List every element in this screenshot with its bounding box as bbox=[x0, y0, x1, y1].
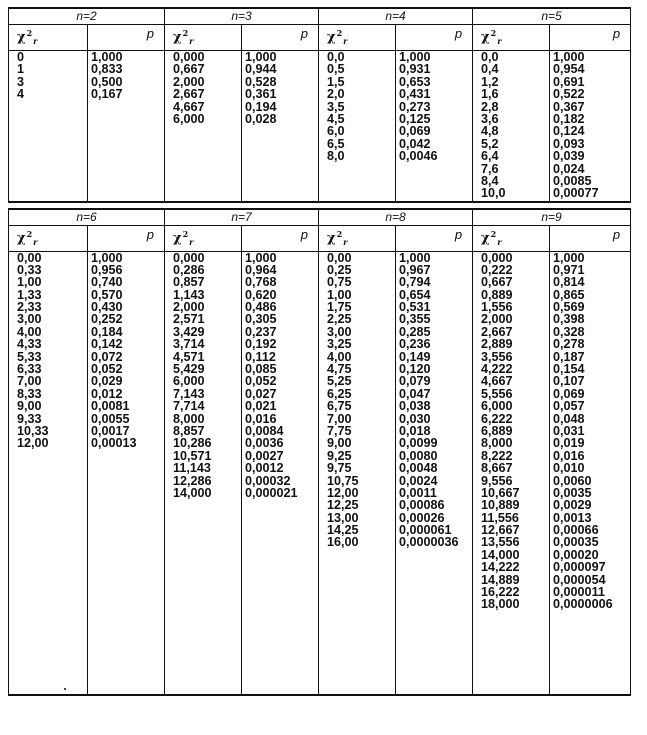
table-cell-value: 13,556 bbox=[481, 535, 520, 550]
table-cell-value: 12,00 bbox=[17, 436, 49, 451]
values-row bbox=[9, 51, 631, 202]
chi-square-values bbox=[319, 51, 396, 202]
table-cell-value: 0,000054 bbox=[553, 572, 606, 587]
table-cell-value: 0,085 bbox=[245, 362, 277, 377]
table-cell-value: 8,0 bbox=[327, 149, 345, 164]
p-header: p bbox=[396, 25, 473, 51]
p-values bbox=[396, 251, 473, 695]
p-values bbox=[242, 251, 319, 695]
table-cell-value: 0,018 bbox=[399, 423, 431, 438]
table-cell-value: 0,010 bbox=[553, 461, 585, 476]
table-cell-value: 12,286 bbox=[173, 473, 212, 488]
table-cell-value: 0,654 bbox=[399, 287, 431, 302]
table-cell-value: 0,00086 bbox=[399, 498, 445, 513]
table-cell-value: 0,667 bbox=[481, 275, 513, 290]
table-cell-value: 0,285 bbox=[399, 324, 431, 339]
table-cell-value: 0,971 bbox=[553, 262, 585, 277]
table-cell-value: 10,571 bbox=[173, 448, 212, 463]
chi-square-header: $\chi^2_r$ bbox=[165, 225, 242, 251]
table-cell-value: 0,0046 bbox=[399, 149, 438, 164]
table-cell-value: 0,000061 bbox=[399, 523, 452, 538]
table-cell-value: 3,6 bbox=[481, 111, 499, 126]
table-cell-value: 1,00 bbox=[327, 287, 352, 302]
table-cell-value: 8,000 bbox=[481, 436, 513, 451]
table-cell-value: 5,2 bbox=[481, 136, 499, 151]
table-cell-value: 3,714 bbox=[173, 337, 205, 352]
table-cell-value: 0,167 bbox=[91, 87, 123, 102]
table-cell-value: 0,021 bbox=[245, 399, 277, 414]
table-cell-value: 7,00 bbox=[17, 374, 42, 389]
section-title: n=8 bbox=[319, 209, 473, 226]
table-cell-value: 14,000 bbox=[173, 485, 212, 500]
table-cell-value: 10,75 bbox=[327, 473, 359, 488]
table-cell-value: 0,305 bbox=[245, 312, 277, 327]
table-cell-value: 0,431 bbox=[399, 87, 431, 102]
table-cell-value: 13,00 bbox=[327, 510, 359, 525]
section-title: n=2 bbox=[9, 8, 165, 25]
table-cell-value: 1,000 bbox=[245, 250, 277, 265]
table-cell-value: 4,00 bbox=[17, 324, 42, 339]
table-cell-value: 6,4 bbox=[481, 149, 499, 164]
table-cell-value: 0,142 bbox=[91, 337, 123, 352]
table-cell-value: 6,222 bbox=[481, 411, 513, 426]
table-cell-value: 14,000 bbox=[481, 547, 520, 562]
table-cell-value: 0,0013 bbox=[553, 510, 592, 525]
table-cell-value: 0,286 bbox=[173, 262, 205, 277]
table-cell-value: 0,000021 bbox=[245, 485, 298, 500]
table-cell-value: 0,039 bbox=[553, 149, 585, 164]
table-cell-value: 0,019 bbox=[553, 436, 585, 451]
speck-mark bbox=[64, 688, 66, 690]
p-values bbox=[396, 51, 473, 202]
table-cell-value: 0,570 bbox=[91, 287, 123, 302]
table-block-top bbox=[8, 7, 631, 203]
table-cell-value: 7,143 bbox=[173, 386, 205, 401]
table-cell-value: 0,012 bbox=[91, 386, 123, 401]
table-cell-value: 10,667 bbox=[481, 485, 520, 500]
table-cell-value: 0,00026 bbox=[399, 510, 445, 525]
table-cell-value: 0,328 bbox=[553, 324, 585, 339]
table-cell-value: 3,00 bbox=[327, 324, 352, 339]
table-cell-value: 0,889 bbox=[481, 287, 513, 302]
chi-square-header: $\chi^2_r$ bbox=[473, 25, 550, 51]
table-cell-value: 6,000 bbox=[481, 399, 513, 414]
table-cell-value: 0,486 bbox=[245, 300, 277, 315]
table-cell-value: 0,75 bbox=[327, 275, 352, 290]
table-cell-value: 0,0 bbox=[481, 50, 499, 64]
table-cell-value: 0,237 bbox=[245, 324, 277, 339]
table-cell-value: 6,75 bbox=[327, 399, 352, 414]
table-cell-value: 6,0 bbox=[327, 124, 345, 139]
table-cell-value: 0,0012 bbox=[245, 461, 284, 476]
table-cell-value: 1,5 bbox=[327, 74, 345, 89]
chi-square-header: $\chi^2_r$ bbox=[473, 225, 550, 251]
table-cell-value: 0,052 bbox=[91, 362, 123, 377]
table-cell-value: 1 bbox=[17, 62, 25, 77]
table-cell-value: 8,000 bbox=[173, 411, 205, 426]
table-cell-value: 0,00077 bbox=[553, 186, 599, 201]
table-cell-value: 16,00 bbox=[327, 535, 359, 550]
table-cell-value: 8,4 bbox=[481, 173, 499, 188]
table-cell-value: 1,6 bbox=[481, 87, 499, 102]
p-header: p bbox=[550, 225, 631, 251]
table-cell-value: 8,667 bbox=[481, 461, 513, 476]
table-cell-value: 0 bbox=[17, 50, 25, 64]
table-cell-value: 2,25 bbox=[327, 312, 352, 327]
table-cell-value: 0,0000006 bbox=[553, 597, 613, 612]
table-cell-value: 0,653 bbox=[399, 74, 431, 89]
table-cell-value: 18,000 bbox=[481, 597, 520, 612]
table-cell-value: 0,00020 bbox=[553, 547, 599, 562]
table-cell-value: 0,0085 bbox=[553, 173, 592, 188]
table-cell-value: 0,4 bbox=[481, 62, 499, 77]
table-cell-value: 0,0017 bbox=[91, 423, 130, 438]
table-cell-value: 4,5 bbox=[327, 111, 345, 126]
p-header: p bbox=[396, 225, 473, 251]
p-values bbox=[550, 51, 631, 202]
table-cell-value: 0,030 bbox=[399, 411, 431, 426]
chi-square-values bbox=[319, 251, 396, 695]
table-cell-value: 0,024 bbox=[553, 161, 585, 176]
chi-square-header: $\chi^2_r$ bbox=[9, 225, 88, 251]
table-cell-value: 0,430 bbox=[91, 300, 123, 315]
table-cell-value: 2,000 bbox=[481, 312, 513, 327]
table-cell-value: 1,143 bbox=[173, 287, 205, 302]
chi-square-header: $\chi^2_r$ bbox=[9, 25, 88, 51]
table-cell-value: 0,0029 bbox=[553, 498, 592, 513]
table-cell-value: 2,000 bbox=[173, 74, 205, 89]
table-cell-value: 0,00013 bbox=[91, 436, 137, 451]
table-cell-value: 12,667 bbox=[481, 523, 520, 538]
table-cell-value: 14,25 bbox=[327, 523, 359, 538]
table-cell-value: 4,33 bbox=[17, 337, 42, 352]
p-header: p bbox=[550, 25, 631, 51]
table-cell-value: 10,889 bbox=[481, 498, 520, 513]
table-cell-value: 12,00 bbox=[327, 485, 359, 500]
chi-square-values bbox=[165, 51, 242, 202]
table-cell-value: 0,042 bbox=[399, 136, 431, 151]
table-cell-value: 0,252 bbox=[91, 312, 123, 327]
section-title: n=7 bbox=[165, 209, 319, 226]
table-cell-value: 0,667 bbox=[173, 62, 205, 77]
table-cell-value: 0,0080 bbox=[399, 448, 438, 463]
table-cell-value: 0,964 bbox=[245, 262, 277, 277]
chi-square-values bbox=[165, 251, 242, 695]
table-cell-value: 0,125 bbox=[399, 111, 431, 126]
table-cell-value: 0,528 bbox=[245, 74, 277, 89]
table-cell-value: 0,361 bbox=[245, 87, 277, 102]
table-cell-value: 0,222 bbox=[481, 262, 513, 277]
table-cell-value: 0,33 bbox=[17, 262, 42, 277]
table-cell-value: 0,0084 bbox=[245, 423, 284, 438]
table-cell-value: 0,00032 bbox=[245, 473, 291, 488]
chi-square-values bbox=[9, 251, 88, 695]
table-cell-value: 2,667 bbox=[173, 87, 205, 102]
table-cell-value: 1,000 bbox=[399, 50, 431, 64]
table-cell-value: 6,889 bbox=[481, 423, 513, 438]
table-cell-value: 0,192 bbox=[245, 337, 277, 352]
header-row bbox=[9, 225, 631, 251]
table-cell-value: 0,833 bbox=[91, 62, 123, 77]
table-cell-value: 0,000097 bbox=[553, 560, 606, 575]
table-cell-value: 8,222 bbox=[481, 448, 513, 463]
table-cell-value: 8,857 bbox=[173, 423, 205, 438]
table-cell-value: 9,33 bbox=[17, 411, 42, 426]
table-cell-value: 0,0099 bbox=[399, 436, 438, 451]
table-cell-value: 11,143 bbox=[173, 461, 211, 476]
table-block-bottom bbox=[8, 208, 631, 697]
table-cell-value: 16,222 bbox=[481, 585, 520, 600]
p-header: p bbox=[88, 25, 165, 51]
table-cell-value: 0,069 bbox=[399, 124, 431, 139]
table-cell-value: 0,569 bbox=[553, 300, 585, 315]
table-cell-value: 2,000 bbox=[173, 300, 205, 315]
chi-square-header: $\chi^2_r$ bbox=[165, 25, 242, 51]
table-cell-value: 1,000 bbox=[553, 50, 585, 64]
table-cell-value: 10,0 bbox=[481, 186, 506, 201]
table-cell-value: 1,75 bbox=[327, 300, 352, 315]
table-cell-value: 1,00 bbox=[17, 275, 42, 290]
table-cell-value: 0,028 bbox=[245, 111, 277, 126]
values-row bbox=[9, 251, 631, 695]
table-cell-value: 0,052 bbox=[245, 374, 277, 389]
table-cell-value: 11,556 bbox=[481, 510, 519, 525]
table-cell-value: 10,33 bbox=[17, 423, 49, 438]
table-cell-value: 0,107 bbox=[553, 374, 585, 389]
table-cell-value: 0,944 bbox=[245, 62, 277, 77]
table-cell-value: 5,33 bbox=[17, 349, 42, 364]
table-cell-value: 5,429 bbox=[173, 362, 205, 377]
table-cell-value: 7,75 bbox=[327, 423, 352, 438]
table-cell-value: 0,0027 bbox=[245, 448, 284, 463]
table-cell-value: 0,016 bbox=[245, 411, 277, 426]
chi-square-values bbox=[473, 51, 550, 202]
table-cell-value: 0,069 bbox=[553, 386, 585, 401]
table-cell-value: 8,33 bbox=[17, 386, 42, 401]
table-cell-value: 0,0048 bbox=[399, 461, 438, 476]
table-cell-value: 5,25 bbox=[327, 374, 352, 389]
table-cell-value: 5,556 bbox=[481, 386, 513, 401]
table-cell-value: 0,000 bbox=[173, 50, 205, 64]
table-cell-value: 14,889 bbox=[481, 572, 520, 587]
section-title: n=6 bbox=[9, 209, 165, 226]
chi-square-values bbox=[9, 51, 88, 202]
table-cell-value: 9,25 bbox=[327, 448, 352, 463]
table-cell-value: 3,429 bbox=[173, 324, 205, 339]
table-cell-value: 7,714 bbox=[173, 399, 205, 414]
table-cell-value: 9,556 bbox=[481, 473, 513, 488]
table-cell-value: 9,00 bbox=[327, 436, 352, 451]
table-cell-value: 6,25 bbox=[327, 386, 352, 401]
table-cell-value: 2,0 bbox=[327, 87, 345, 102]
table-cell-value: 0,00035 bbox=[553, 535, 599, 550]
p-header: p bbox=[242, 25, 319, 51]
table-cell-value: 0,000 bbox=[481, 250, 513, 265]
table-cell-value: 0,149 bbox=[399, 349, 431, 364]
table-cell-value: 1,000 bbox=[91, 50, 123, 64]
table-cell-value: 0,967 bbox=[399, 262, 431, 277]
table-cell-value: 9,00 bbox=[17, 399, 42, 414]
title-row bbox=[9, 209, 631, 226]
table-cell-value: 3,25 bbox=[327, 337, 352, 352]
table-cell-value: 0,531 bbox=[399, 300, 431, 315]
table-cell-value: 4 bbox=[17, 87, 25, 102]
table-cell-value: 1,000 bbox=[399, 250, 431, 265]
table-cell-value: 4,571 bbox=[173, 349, 205, 364]
table-cell-value: 3,00 bbox=[17, 312, 42, 327]
table-cell-value: 0,000 bbox=[173, 250, 205, 265]
table-cell-value: 0,0024 bbox=[399, 473, 438, 488]
table-cell-value: 1,33 bbox=[17, 287, 42, 302]
p-values bbox=[242, 51, 319, 202]
table-cell-value: 0,814 bbox=[553, 275, 585, 290]
table-cell-value: 0,5 bbox=[327, 62, 345, 77]
table-cell-value: 0,120 bbox=[399, 362, 431, 377]
table-cell-value: 0,047 bbox=[399, 386, 431, 401]
table-cell-value: 0,857 bbox=[173, 275, 205, 290]
table-cell-value: 0,057 bbox=[553, 399, 585, 414]
table-cell-value: 14,222 bbox=[481, 560, 520, 575]
table-cell-value: 1,000 bbox=[245, 50, 277, 64]
table-cell-value: 0,182 bbox=[553, 111, 585, 126]
section-title: n=3 bbox=[165, 8, 319, 25]
p-header: p bbox=[242, 225, 319, 251]
table-cell-value: 1,000 bbox=[91, 250, 123, 265]
table-cell-value: 4,00 bbox=[327, 349, 352, 364]
table-cell-value: 0,029 bbox=[91, 374, 123, 389]
table-cell-value: 0,865 bbox=[553, 287, 585, 302]
table-cell-value: 1,2 bbox=[481, 74, 499, 89]
table-cell-value: 0,931 bbox=[399, 62, 431, 77]
table-cell-value: 2,667 bbox=[481, 324, 513, 339]
table-cell-value: 0,000011 bbox=[553, 585, 605, 600]
table-cell-value: 7,6 bbox=[481, 161, 499, 176]
chi-square-header: $\chi^2_r$ bbox=[319, 225, 396, 251]
table-cell-value: 0,522 bbox=[553, 87, 585, 102]
table-cell-value: 0,187 bbox=[553, 349, 585, 364]
p-values bbox=[88, 51, 165, 202]
table-cell-value: 0,038 bbox=[399, 399, 431, 414]
table-cell-value: 2,33 bbox=[17, 300, 42, 315]
table-cell-value: 0,112 bbox=[245, 349, 276, 364]
table-cell-value: 0,273 bbox=[399, 99, 431, 114]
table-cell-value: 0,278 bbox=[553, 337, 585, 352]
table-cell-value: 7,00 bbox=[327, 411, 352, 426]
table-cell-value: 3,556 bbox=[481, 349, 513, 364]
table-cell-value: 12,25 bbox=[327, 498, 359, 513]
table-cell-value: 0,0000036 bbox=[399, 535, 459, 550]
table-cell-value: 0,00 bbox=[327, 250, 352, 265]
table-cell-value: 0,768 bbox=[245, 275, 277, 290]
chi-square-values bbox=[473, 251, 550, 695]
table-cell-value: 4,75 bbox=[327, 362, 352, 377]
table-cell-value: 0,027 bbox=[245, 386, 277, 401]
table-cell-value: 0,398 bbox=[553, 312, 585, 327]
table-cell-value: 6,000 bbox=[173, 374, 205, 389]
section-title: n=4 bbox=[319, 8, 473, 25]
section-title: n=9 bbox=[473, 209, 631, 226]
table-cell-value: 0,236 bbox=[399, 337, 431, 352]
table-cell-value: 0,0036 bbox=[245, 436, 284, 451]
table-cell-value: 0,500 bbox=[91, 74, 123, 89]
table-cell-value: 0,031 bbox=[553, 423, 585, 438]
table-cell-value: 0,124 bbox=[553, 124, 585, 139]
table-cell-value: 2,571 bbox=[173, 312, 205, 327]
table-cell-value: 0,0035 bbox=[553, 485, 592, 500]
table-cell-value: 4,8 bbox=[481, 124, 499, 139]
table-cell-value: 0,0011 bbox=[399, 485, 437, 500]
table-cell-value: 4,222 bbox=[481, 362, 513, 377]
table-cell-value: 4,667 bbox=[481, 374, 513, 389]
p-header: p bbox=[88, 225, 165, 251]
title-row bbox=[9, 8, 631, 25]
table-cell-value: 2,8 bbox=[481, 99, 499, 114]
table-cell-value: 1,556 bbox=[481, 300, 513, 315]
section-title: n=5 bbox=[473, 8, 631, 25]
chi-square-header: $\chi^2_r$ bbox=[319, 25, 396, 51]
table-cell-value: 6,000 bbox=[173, 111, 205, 126]
table-cell-value: 0,00 bbox=[17, 250, 42, 265]
table-cell-value: 0,00066 bbox=[553, 523, 599, 538]
table-cell-value: 3,5 bbox=[327, 99, 345, 114]
table-cell-value: 1,000 bbox=[553, 250, 585, 265]
table-cell-value: 0,620 bbox=[245, 287, 277, 302]
table-cell-value: 6,5 bbox=[327, 136, 345, 151]
table-cell-value: 3 bbox=[17, 74, 25, 89]
table-cell-value: 0,691 bbox=[553, 74, 585, 89]
table-cell-value: 9,75 bbox=[327, 461, 352, 476]
table-cell-value: 0,184 bbox=[91, 324, 123, 339]
table-cell-value: 0,954 bbox=[553, 62, 585, 77]
distribution-table bbox=[8, 7, 630, 696]
table-cell-value: 0,956 bbox=[91, 262, 123, 277]
table-cell-value: 0,0060 bbox=[553, 473, 592, 488]
table-cell-value: 0,25 bbox=[327, 262, 352, 277]
table-cell-value: 10,286 bbox=[173, 436, 212, 451]
table-cell-value: 0,072 bbox=[91, 349, 123, 364]
table-cell-value: 0,093 bbox=[553, 136, 585, 151]
table-cell-value: 0,367 bbox=[553, 99, 585, 114]
table-cell-value: 0,194 bbox=[245, 99, 277, 114]
table-cell-value: 0,048 bbox=[553, 411, 585, 426]
p-values bbox=[88, 251, 165, 695]
table-cell-value: 0,0081 bbox=[91, 399, 130, 414]
table-cell-value: 6,33 bbox=[17, 362, 42, 377]
table-cell-value: 0,794 bbox=[399, 275, 431, 290]
table-cell-value: 0,355 bbox=[399, 312, 431, 327]
table-cell-value: 0,154 bbox=[553, 362, 585, 377]
table-cell-value: 2,889 bbox=[481, 337, 513, 352]
header-row bbox=[9, 25, 631, 51]
table-cell-value: 4,667 bbox=[173, 99, 205, 114]
table-cell-value: 0,740 bbox=[91, 275, 123, 290]
table-cell-value: 0,0055 bbox=[91, 411, 130, 426]
table-cell-value: 0,016 bbox=[553, 448, 585, 463]
table-cell-value: 0,0 bbox=[327, 50, 345, 64]
p-values bbox=[550, 251, 631, 695]
table-cell-value: 0,079 bbox=[399, 374, 431, 389]
